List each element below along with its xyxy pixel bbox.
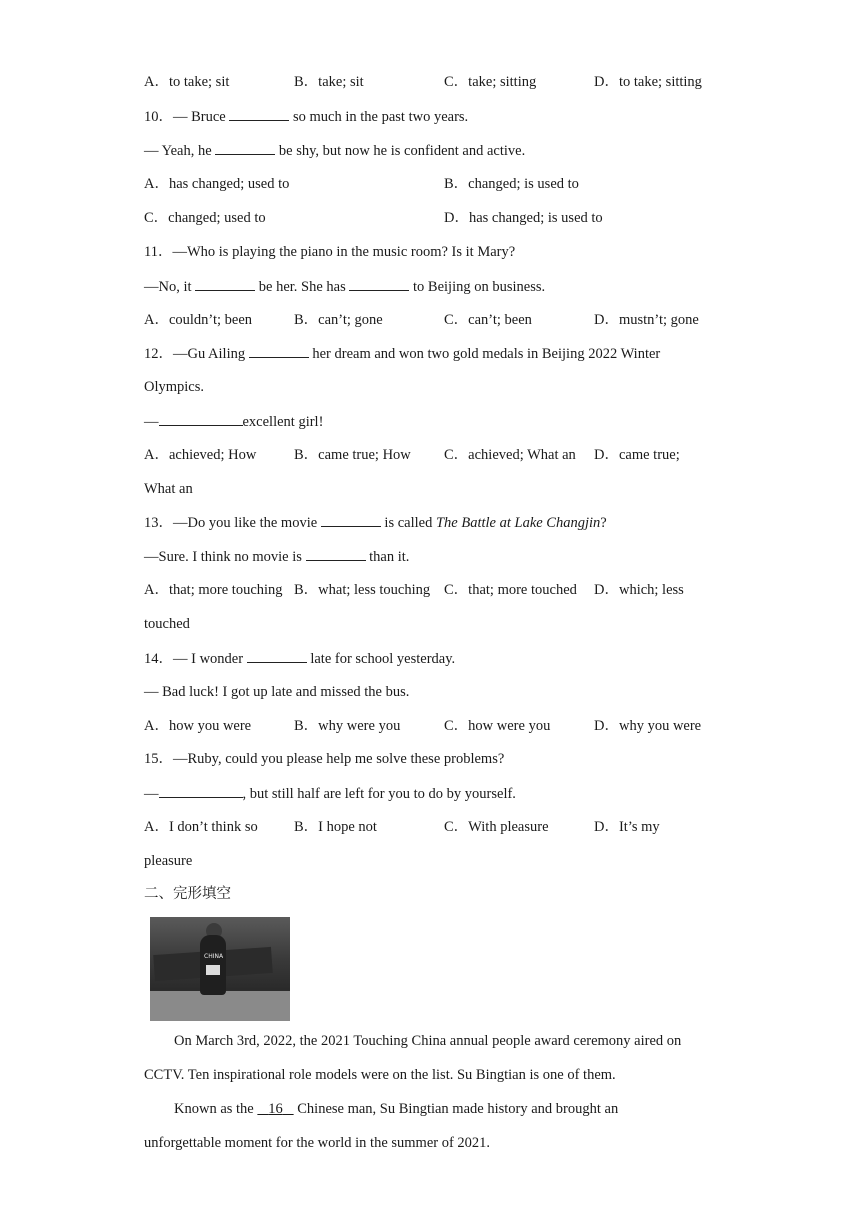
q10-option-c: C．changed; used to bbox=[144, 210, 266, 226]
q13-number: 13． bbox=[144, 515, 173, 531]
q10-option-d: D．has changed; is used to bbox=[444, 210, 603, 226]
q15-blank-1 bbox=[159, 783, 243, 798]
q11-text-c: be her. She has bbox=[255, 279, 350, 295]
q14-number: 14． bbox=[144, 651, 173, 667]
q14-option-a: A．how you were bbox=[144, 718, 252, 734]
cloze-blank-16 bbox=[257, 1101, 293, 1117]
passage-p2-text-b: Chinese man, Su Bingtian made history and brought an bbox=[293, 1101, 619, 1117]
q13-blank-1 bbox=[321, 512, 381, 527]
q12-number: 12． bbox=[144, 346, 173, 362]
q13-text-d: —Sure. I think no movie is bbox=[144, 549, 306, 565]
q14-option-d: D．why you were bbox=[594, 718, 702, 734]
q12-option-d-wrap: What an bbox=[144, 481, 193, 497]
q15-text-a: —Ruby, could you please help me solve these problems? bbox=[173, 751, 505, 767]
q11-option-a: A．couldn’t; been bbox=[144, 312, 253, 328]
q15-line2 bbox=[144, 783, 516, 804]
passage-p1-line2: CCTV. Ten inspirational role models were on the list. Su Bingtian is one of them. bbox=[144, 1067, 616, 1083]
q15-line1 bbox=[144, 749, 504, 769]
passage-p2-line2: unforgettable moment for the world in the summer of 2021. bbox=[144, 1135, 491, 1151]
athlete-photo bbox=[150, 917, 290, 1021]
q14-option-c: C．how were you bbox=[444, 718, 551, 734]
q13-text-c: ? bbox=[600, 515, 607, 531]
passage-p2-text-a: Known as the bbox=[174, 1101, 258, 1117]
q12-line1 bbox=[144, 343, 660, 364]
photo-bib bbox=[206, 965, 220, 975]
q14-line1 bbox=[144, 648, 455, 669]
q9-option-d: D．to take; sitting bbox=[594, 74, 702, 90]
q13-text-e: than it. bbox=[365, 549, 410, 565]
q13-text-a: —Do you like the movie bbox=[173, 515, 321, 531]
passage-p2-line1 bbox=[144, 1099, 744, 1119]
q11-option-c: C．can’t; been bbox=[444, 312, 532, 328]
q13-option-b: B．what; less touching bbox=[294, 582, 431, 598]
q13-option-d-wrap: touched bbox=[144, 616, 190, 632]
q12-text-a: —Gu Ailing bbox=[173, 346, 249, 362]
q11-number: 11． bbox=[144, 244, 173, 260]
q10-option-a: A．has changed; used to bbox=[144, 176, 290, 192]
q11-blank-1 bbox=[195, 276, 255, 291]
q12-option-d: D．came true; bbox=[594, 447, 680, 463]
q15-option-d-wrap: pleasure bbox=[144, 853, 193, 869]
q10-number: 10． bbox=[144, 109, 173, 125]
q14-option-b: B．why were you bbox=[294, 718, 401, 734]
q13-line1 bbox=[144, 512, 607, 533]
q9-option-a: A．to take; sit bbox=[144, 74, 230, 90]
q10-text-d: be shy, but now he is confident and active. bbox=[275, 143, 526, 159]
q15-number: 15． bbox=[144, 751, 173, 767]
q10-blank-1 bbox=[229, 106, 289, 121]
q15-text-c: , but still half are left for you to do by yourself. bbox=[242, 786, 516, 802]
q12-line2 bbox=[144, 411, 323, 432]
section-heading-cloze: 二、完形填空 bbox=[144, 886, 231, 902]
q12-blank-1 bbox=[249, 343, 309, 358]
q10-option-b: B．changed; is used to bbox=[444, 176, 579, 192]
q10-text-a: — Bruce bbox=[173, 109, 230, 125]
q11-line1 bbox=[144, 242, 515, 262]
q12-text-c: — bbox=[144, 414, 159, 430]
q12-line1-cont: Olympics. bbox=[144, 379, 205, 395]
q9-option-b: B．take; sit bbox=[294, 74, 364, 90]
q10-blank-2 bbox=[215, 140, 275, 155]
q15-option-b: B．I hope not bbox=[294, 819, 377, 835]
q12-text-d: excellent girl! bbox=[242, 414, 324, 430]
q13-option-a: A．that; more touching bbox=[144, 582, 283, 598]
q13-movie-title: The Battle at Lake Changjin bbox=[435, 515, 601, 531]
q14-text-b: late for school yesterday. bbox=[306, 651, 456, 667]
q12-text-b: her dream and won two gold medals in Beijing 2022 Winter bbox=[308, 346, 661, 362]
q14-text-a: — I wonder bbox=[173, 651, 247, 667]
photo-shirt-text: CHINA bbox=[204, 953, 224, 960]
q10-line2 bbox=[144, 140, 525, 161]
passage-p1-line1: On March 3rd, 2022, the 2021 Touching China annual people award ceremony aired on bbox=[174, 1033, 682, 1049]
q15-option-d: D．It’s my bbox=[594, 819, 660, 835]
q9-option-c: C．take; sitting bbox=[444, 74, 537, 90]
q14-blank-1 bbox=[247, 648, 307, 663]
q15-option-a: A．I don’t think so bbox=[144, 819, 258, 835]
q15-text-b: — bbox=[144, 786, 159, 802]
q13-blank-2 bbox=[306, 546, 366, 561]
q13-option-d: D．which; less bbox=[594, 582, 684, 598]
q11-blank-2 bbox=[349, 276, 409, 291]
q11-option-d: D．mustn’t; gone bbox=[594, 312, 699, 328]
q10-line1 bbox=[144, 106, 468, 127]
q14-line2: — Bad luck! I got up late and missed the bus. bbox=[144, 684, 410, 700]
photo-track bbox=[150, 991, 290, 1021]
q10-text-c: — Yeah, he bbox=[144, 143, 216, 159]
q12-option-b: B．came true; How bbox=[294, 447, 411, 463]
q11-option-b: B．can’t; gone bbox=[294, 312, 383, 328]
q15-option-c: C．With pleasure bbox=[444, 819, 549, 835]
cloze-blank-16-number: 16 bbox=[268, 1101, 283, 1117]
q11-text-d: to Beijing on business. bbox=[409, 279, 546, 295]
q12-blank-2 bbox=[159, 411, 243, 426]
q11-line2 bbox=[144, 276, 545, 297]
q12-option-c: C．achieved; What an bbox=[444, 447, 576, 463]
q13-text-b: is called bbox=[380, 515, 436, 531]
q13-option-c: C．that; more touched bbox=[444, 582, 577, 598]
q11-text-a: —Who is playing the piano in the music room? Is it Mary? bbox=[172, 244, 516, 260]
q10-text-b: so much in the past two years. bbox=[289, 109, 469, 125]
q11-text-b: —No, it bbox=[144, 279, 196, 295]
q13-line2 bbox=[144, 546, 409, 567]
q12-option-a: A．achieved; How bbox=[144, 447, 257, 463]
